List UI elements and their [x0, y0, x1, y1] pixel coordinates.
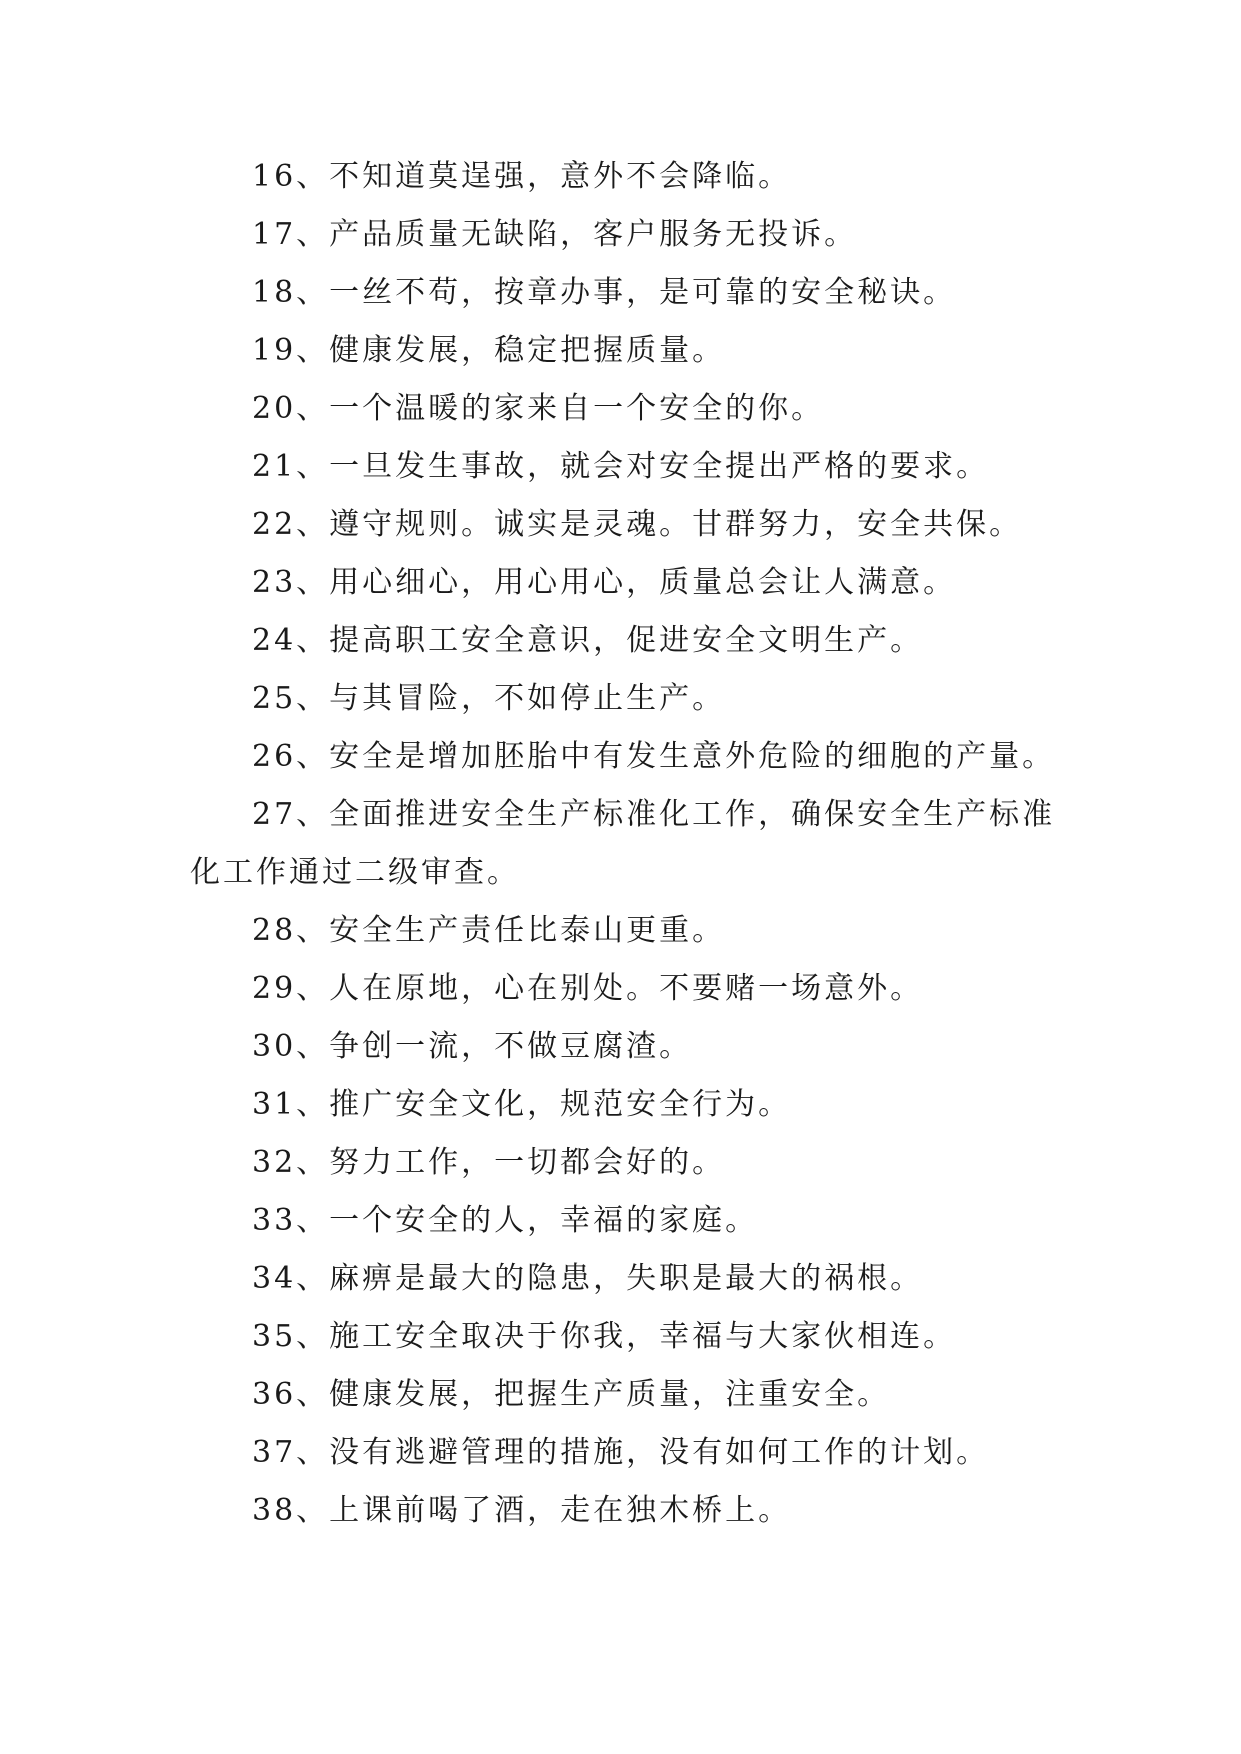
text-line: 34、麻痹是最大的隐患，失职是最大的祸根。 — [252, 1261, 924, 1296]
text-line: 24、提高职工安全意识，促进安全文明生产。 — [252, 623, 924, 658]
text-line: 28、安全生产责任比泰山更重。 — [252, 913, 726, 948]
text-line: 19、健康发展，稳定把握质量。 — [252, 333, 726, 368]
text-line: 22、遵守规则。诚实是灵魂。甘群努力，安全共保。 — [252, 507, 1023, 542]
text-line: 27、全面推进安全生产标准化工作，确保安全生产标准 — [252, 797, 1056, 832]
text-line: 35、施工安全取决于你我，幸福与大家伙相连。 — [252, 1319, 957, 1354]
text-line: 37、没有逃避管理的措施，没有如何工作的计划。 — [252, 1435, 990, 1470]
text-line: 33、一个安全的人，幸福的家庭。 — [252, 1203, 759, 1238]
text-line: 18、一丝不苟，按章办事，是可靠的安全秘诀。 — [252, 275, 957, 310]
text-line: 16、不知道莫逞强，意外不会降临。 — [252, 159, 792, 194]
text-line: 30、争创一流，不做豆腐渣。 — [252, 1029, 693, 1064]
text-line: 32、努力工作，一切都会好的。 — [252, 1145, 726, 1180]
document-body — [190, 148, 1070, 1540]
text-line: 21、一旦发生事故，就会对安全提出严格的要求。 — [252, 449, 990, 484]
text-line: 23、用心细心，用心用心，质量总会让人满意。 — [252, 565, 957, 600]
text-line: 29、人在原地，心在别处。不要赌一场意外。 — [252, 971, 924, 1006]
text-line: 36、健康发展，把握生产质量，注重安全。 — [252, 1377, 891, 1412]
text-line: 31、推广安全文化，规范安全行为。 — [252, 1087, 792, 1122]
text-line: 25、与其冒险，不如停止生产。 — [252, 681, 726, 716]
text-line: 17、产品质量无缺陷，客户服务无投诉。 — [252, 217, 858, 252]
text-line: 38、上课前喝了酒，走在独木桥上。 — [252, 1493, 792, 1528]
text-line: 20、一个温暖的家来自一个安全的你。 — [252, 391, 825, 426]
text-line-continuation: 化工作通过二级审查。 — [190, 855, 520, 890]
text-line: 26、安全是增加胚胎中有发生意外危险的细胞的产量。 — [252, 739, 1056, 774]
